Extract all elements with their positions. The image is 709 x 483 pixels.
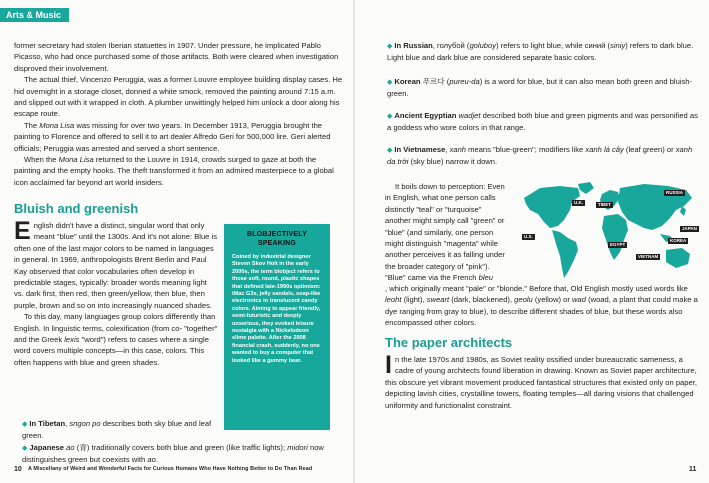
map-label: EGYPT bbox=[610, 242, 626, 247]
sidebar-title: BLOBJECTIVELY SPEAKING bbox=[247, 231, 307, 247]
map-label: TIBET bbox=[598, 202, 611, 207]
text: . bbox=[155, 455, 158, 465]
italic-text: wadjet bbox=[458, 111, 481, 120]
text: returned to the Louvre in 1914, crowds surged to gaze at both the painting and the empty hooks. The theft transformed it from an admired masterpiece to a global icon acclaimed far beyond art world insiders. bbox=[14, 155, 334, 187]
perception-full-text bbox=[385, 283, 703, 329]
paragraph bbox=[14, 154, 344, 188]
text: It boils down to perception: Even in English, what one person calls distinctly "teal" or "turquoise" another might simply call "green" or "blue" (and similarly, one person might distinguish "magenta" while another perceives it as falling under the broader category of "pink"). "Blue" came via the French bbox=[385, 182, 505, 283]
list-item bbox=[387, 110, 699, 134]
italic-text: ao bbox=[147, 455, 156, 465]
italic-text: xanh bbox=[449, 145, 467, 154]
map-label: U.S. bbox=[524, 234, 533, 239]
bold-text: In Vietnamese bbox=[394, 145, 446, 154]
text: describes both sky blue and leaf green. bbox=[22, 419, 212, 441]
diamond-bullet-icon: ◆ bbox=[22, 445, 28, 452]
drop-cap: E bbox=[14, 217, 31, 245]
drop-cap: I bbox=[385, 351, 392, 379]
italic-text: geolu bbox=[514, 295, 533, 305]
text: , голубой ( bbox=[432, 41, 470, 50]
italic-text: co- bbox=[171, 323, 182, 333]
italic-text: bleu bbox=[478, 273, 493, 283]
bold-text: Japanese bbox=[29, 443, 65, 452]
text: When the bbox=[24, 155, 59, 165]
text: means "blue-green"; modifiers like bbox=[466, 145, 586, 154]
world-map bbox=[520, 180, 698, 282]
diamond-bullet-icon: ◆ bbox=[387, 43, 393, 50]
bold-text: In Russian bbox=[394, 41, 433, 50]
italic-text: goluboy bbox=[469, 41, 497, 50]
italic-text: ao bbox=[66, 443, 75, 452]
text: ) refers to light blue, while синий ( bbox=[496, 41, 611, 50]
paragraph bbox=[14, 120, 344, 154]
list-item bbox=[387, 76, 699, 100]
map-label: JAPAN bbox=[682, 226, 697, 231]
text: , which originally meant "pale" or "blonde." Before that, Old English mostly used words like bbox=[385, 284, 688, 293]
paragraph bbox=[385, 351, 703, 411]
map-label: KOREA bbox=[670, 238, 687, 243]
text: (dark, blackened), bbox=[449, 295, 515, 305]
paragraph bbox=[385, 283, 703, 329]
italic-text: xanh da trời bbox=[387, 145, 693, 167]
architects-text bbox=[385, 351, 703, 411]
italic-text: pureu-da bbox=[449, 77, 480, 86]
text: described both blue and green pigments and was personified as a goddess who wore colors in that range. bbox=[387, 111, 698, 133]
paragraph: The actual thief, Vincenzo Peruggia, was a former Louvre employee building display cases. He hid overnight in a storage closet, donned a white smock, removed the painting around 7:15 a.m. and slipped out with it wrapped in cloth. A plumber unwittingly helped him unlock a door along his escape route. bbox=[14, 75, 343, 119]
text: "word") refers to cases where a single word covers multiple concepts—in this case, colors. This often happens with blue and green shades. bbox=[14, 335, 209, 367]
bold-text: Korean bbox=[394, 77, 421, 86]
text: now distinguishes green but coexists with bbox=[22, 443, 324, 465]
list-item bbox=[22, 442, 340, 466]
map-label: RUSSIA bbox=[666, 190, 684, 195]
text: ) refers to dark blue. Light blue and dark blue are considered separate basic colors. bbox=[387, 41, 694, 63]
text: (yellow) or bbox=[532, 295, 573, 305]
text: (青) traditionally covers both blue and green (like traffic lights); bbox=[74, 443, 288, 452]
paragraph: former secretary had stolen Iberian statuettes in 1907. Under pressure, he implicated Pablo Picasso, who had once purchased some of those artifacts. Both were cleared when investigation disproved their involvement. bbox=[14, 41, 339, 73]
map-label: U.K. bbox=[574, 200, 583, 205]
italic-text: sweart bbox=[426, 295, 450, 305]
bluish-text bbox=[14, 217, 218, 368]
italic-text: xanh lá cây bbox=[585, 145, 624, 154]
text: (woad, a plant that could make a dye ranging from gray to blue), to describe different shades of blue, but these words also encompassed other colors. bbox=[385, 295, 698, 328]
diamond-bullet-icon: ◆ bbox=[387, 113, 393, 120]
paragraph bbox=[385, 181, 505, 284]
text: ) is a word for blue, but it can also mean both green and bluish-green. bbox=[387, 77, 693, 99]
italic-text: leoht bbox=[385, 295, 402, 305]
list-item bbox=[387, 40, 699, 64]
text: "together" and the Greek bbox=[14, 323, 218, 345]
section-heading: The paper architects bbox=[385, 335, 513, 350]
text: (sky blue) narrow it down. bbox=[408, 157, 498, 167]
list-item: ◆ In Tibetan, sngon po describes both sky blue and leaf green. bbox=[22, 419, 212, 441]
italic-text: wad bbox=[572, 295, 586, 305]
paragraph bbox=[14, 217, 218, 311]
text: (leaf green) or bbox=[623, 145, 676, 154]
section-heading: Bluish and greenish bbox=[14, 201, 139, 216]
text: 푸르다 ( bbox=[420, 77, 450, 86]
text: To this day, many languages group colors differently than English. In linguistic terms, colexification (from bbox=[14, 312, 216, 333]
text: nglish didn't have a distinct, singular word that only meant "blue" until the 1300s. And it's not alone: Blue is often one of the last major colors to be named in languages in general. In 1969, anthropologists Brent Berlin and Paul Kay observed that color vocabularies often develop in predictable stages, typically: broader words meaning light vs. dark first, then red, then green/yellow, then blue, then purple, brown and so on into increasingly nuanced shades. bbox=[14, 221, 217, 310]
paragraph bbox=[14, 311, 218, 368]
diamond-bullet-icon: ◆ bbox=[387, 79, 393, 86]
intro-text bbox=[14, 40, 344, 188]
text: n the late 1970s and 1980s, as Soviet reality ossified under bureaucratic sameness, a cadre of young architects found liberation in drawing. Known as Soviet paper architecture, this obscure yet vibrant movement produced fantastical structures that existed only on paper, depicting lavish cities, crystalline towers, floating temples—all daring visions that challenged uniformity and functionalist constraint. bbox=[385, 355, 697, 410]
sidebar-box bbox=[224, 224, 330, 430]
left-page bbox=[0, 0, 354, 483]
bold-text: In Tibetan bbox=[29, 419, 66, 428]
diamond-bullet-icon: ◆ bbox=[387, 147, 393, 154]
page-number: 11 bbox=[689, 466, 697, 473]
text: (light), bbox=[401, 295, 427, 305]
running-footer-title: A Miscellany of Weird and Wonderful Facts for Curious Humans Who Have Nothing Better to Do Than Read bbox=[28, 466, 313, 472]
diamond-bullet-icon: ◆ bbox=[22, 421, 28, 428]
text: The bbox=[24, 120, 40, 130]
list-item bbox=[387, 144, 699, 168]
text: was missing for over two years. In December 1913, Peruggia brought the painting to Florence and offered to sell it to art dealer Alfredo Geri for 500,000 lire. Geri alerted officials; Peruggia was arrested and served a short sentence. bbox=[14, 120, 331, 153]
italic-text: siniy bbox=[610, 41, 626, 50]
bold-text: Ancient Egyptian bbox=[394, 111, 457, 120]
italic-text: lexis bbox=[64, 335, 80, 345]
italic-text: sngon po bbox=[69, 419, 101, 428]
sidebar-body: Coined by industrial designer Steven Skov Holt in the early 2000s, the term blobject refers to those soft, round, plastic shapes that defined late-1990s optimism: iMac G3s, jelly sandals, soap-like electronics in translucent candy colors. Aiming to appear friendly, semi-futuristic and deeply unserious, they evoked leisure nostalgia with a Nickelodeon slime palette. After the 2008 financial crash, suddenly, no one wanted to buy a computer that looked like a gummy bear. bbox=[232, 254, 321, 364]
page-number: 10 bbox=[14, 466, 22, 473]
map-label: VIETNAM bbox=[638, 254, 659, 259]
italic-text: midori bbox=[287, 443, 308, 452]
perception-wrap-text bbox=[385, 181, 505, 284]
text: , bbox=[445, 145, 450, 154]
italic-text: Mona Lisa bbox=[58, 155, 94, 165]
section-tag: Arts & Music bbox=[0, 8, 69, 22]
italic-text: Mona Lisa bbox=[39, 120, 75, 130]
